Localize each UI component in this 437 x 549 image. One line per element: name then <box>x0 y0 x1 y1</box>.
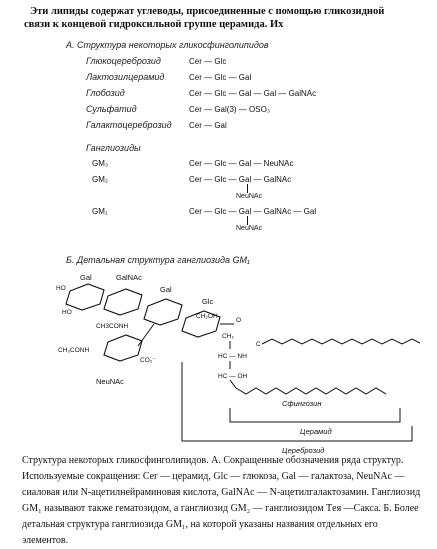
fatty-acid-chain <box>262 339 420 344</box>
ganglioside-formula-2: Cer — Glc — Gal — GalNAc — Gal <box>189 207 317 216</box>
branch-line-gm1 <box>247 216 248 225</box>
label-glc: Glc <box>202 297 214 306</box>
ganglioside-formula-0: Cer — Glc — Gal — NeuNAc <box>189 159 294 168</box>
label-ceramide: Церамид <box>300 427 332 436</box>
row-name-1: Лактозилцерамид <box>86 72 165 82</box>
label-ch2oh-glc: CH₂OH <box>196 313 218 320</box>
row-formula-4: Cer — Gal <box>189 121 227 130</box>
row-formula-3: Cer — Gal(3) — OSO₃ <box>189 105 271 114</box>
ganglioside-name-1: GM₂ <box>92 175 108 184</box>
label-cerebroside: Цереброзид <box>282 446 325 455</box>
label-neunac: NeuNAc <box>96 377 124 386</box>
oh-1: HO <box>56 285 66 292</box>
label-c-o: C <box>256 341 261 348</box>
label-galnac-top: GalNAc <box>116 273 142 282</box>
ganglioside-name-0: GM₃ <box>92 159 109 168</box>
section-b-title: Б. Детальная структура ганглиозида GM₁ <box>66 255 250 265</box>
gal-mid-ring <box>144 299 182 325</box>
neunac-ring <box>104 335 142 361</box>
figure-caption: Структура некоторых гликосфинголипидов. А. Сокращенные обозначения ряда структур. Используемые сокращения: Cer — церамид, Glc — глюкоза, Gal — галактоза, NeuNAc — сиаловая или N-ацетилнейраминовая кислота, GalNAc — N-ацетилгалактозамин. Ганглиозид GM₁ называют также гематозидом, а ганглиозид GM₂ — ганглиозидом Tея —Сакса. Б. Более детальная структура ганглиозида GM₁, на которой указаны названия отдельных его элементов. <box>22 455 421 546</box>
ganglioside-name-2: GM₁ <box>92 207 108 216</box>
cer-bond-3 <box>230 380 236 388</box>
sphingosine-chain <box>236 388 386 394</box>
neunac-link <box>138 324 154 346</box>
branch-line-gm2 <box>247 184 248 193</box>
label-hc-oh: HC — OH <box>218 373 248 380</box>
label-o: O <box>236 317 242 324</box>
row-formula-2: Cer — Glc — Gal — Gal — GalNAc <box>189 89 317 98</box>
row-formula-1: Cer — Glc — Gal <box>189 73 252 82</box>
label-ch3conh-2: CH₃CONH <box>58 347 90 354</box>
oh-2: HO <box>62 309 72 316</box>
label-sphingosine: Сфингозин <box>282 399 322 408</box>
ganglioside-branch-2: NeuNAc <box>236 225 263 232</box>
gal-top-ring <box>66 284 104 310</box>
row-name-3: Сульфатид <box>86 104 137 114</box>
intro-line-2: связи к концевой гидроксильной группе церамида. Их <box>24 19 284 30</box>
row-name-4: Галактоцереброзид <box>86 120 172 130</box>
ceramide-bracket <box>230 408 400 422</box>
row-formula-0: Cer — Glc <box>189 57 227 66</box>
label-ch3conh-1: CH3CONH <box>96 323 129 330</box>
gm1-structure-diagram <box>0 266 437 456</box>
label-co2: CO₂⁻ <box>140 357 156 364</box>
label-gal-top: Gal <box>80 273 92 282</box>
gangliosides-title: Ганглиозиды <box>86 143 141 153</box>
label-hc-nh: HC — NH <box>218 353 247 360</box>
galnac-ring <box>104 289 142 315</box>
ganglioside-formula-1: Cer — Glc — Gal — GalNAc <box>189 175 292 184</box>
ganglioside-branch-1: NeuNAc <box>236 193 263 200</box>
row-name-2: Глобозид <box>86 88 125 98</box>
intro-line-1: Эти липиды содержат углеводы, присоединенные с помощью гликозидной <box>30 6 385 17</box>
label-ch2: CH₂ <box>222 333 234 340</box>
row-name-0: Глюкоцереброзид <box>86 56 161 66</box>
label-gal-mid: Gal <box>160 285 172 294</box>
section-a-title: А. Структура некоторых гликосфинголипидов <box>66 40 269 50</box>
